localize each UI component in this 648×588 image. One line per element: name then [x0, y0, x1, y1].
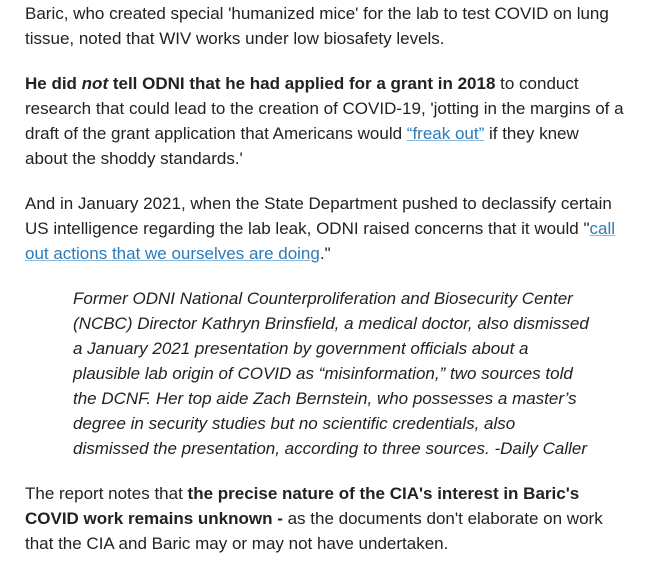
paragraph-grant-2018	[25, 71, 625, 171]
paragraph-declassify	[25, 191, 625, 266]
paragraph-baric-mice	[25, 1, 625, 51]
call-out-actions-link[interactable]: call out actions that we ourselves are doing	[25, 219, 616, 263]
article-body	[25, 1, 625, 556]
paragraph-cia-interest	[25, 481, 625, 556]
declassify-normal-2: ."	[319, 244, 331, 263]
cia-bold: the precise nature of the CIA's interest in Baric's COVID work remains unknown -	[25, 484, 580, 528]
daily-caller-blockquote	[73, 286, 593, 461]
grant-normal-1: to conduct research that could lead to the creation of COVID-19, 'jotting in the margins of a draft of the grant application that Americans would	[25, 74, 624, 143]
declassify-normal-1: And in January 2021, when the State Department pushed to declassify certain US intelligence regarding the lab leak, ODNI raised concerns that it would "	[25, 194, 612, 238]
grant-bold-rest: tell ODNI that he had applied for a grant in 2018	[108, 74, 496, 93]
paragraph-baric-mice-text: Baric, who created special 'humanized mice' for the lab to test COVID on lung tissue, noted that WIV works under low biosafety levels.	[25, 4, 609, 48]
grant-bold-lead: He did	[25, 74, 82, 93]
grant-normal-2: if they knew about the shoddy standards.'	[25, 124, 579, 168]
freak-out-link[interactable]: “freak out”	[406, 124, 485, 143]
grant-bold-italic-not: not	[81, 74, 109, 93]
daily-caller-blockquote-text: Former ODNI National Counterproliferation and Biosecurity Center (NCBC) Director Kathryn Brinsfield, a medical doctor, also dismissed a January 2021 presentation by government officials about a plausible lab origin of COVID as “misinformation,” two sources told the DCNF. Her top aide Zach Bernstein, who possesses a master’s degree in security studies but no scientific credentials, also dismissed the presentation, according to three sources. -Daily Caller	[73, 289, 589, 458]
cia-normal-1: The report notes that	[25, 484, 188, 503]
cia-normal-2: as the documents don't elaborate on work that the CIA and Baric may or may not have undertaken.	[25, 509, 603, 553]
